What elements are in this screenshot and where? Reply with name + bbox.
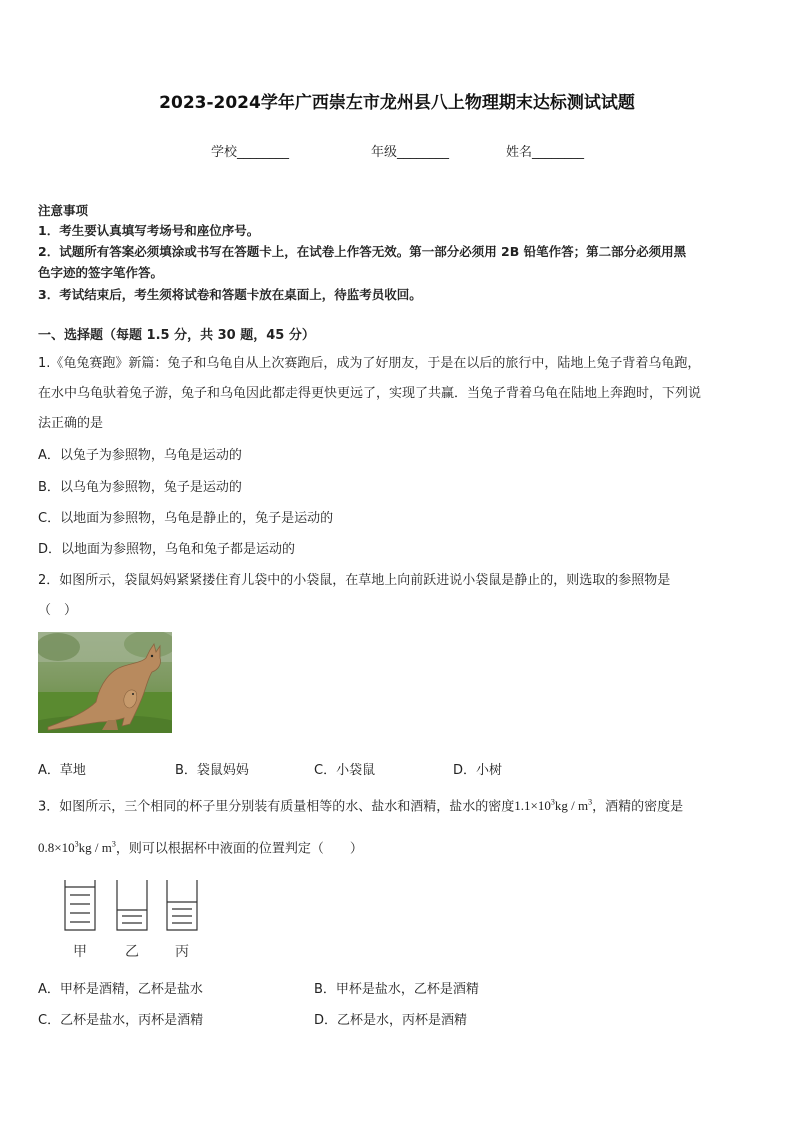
formula-unit-exp: 3 xyxy=(588,798,593,807)
option-a: A．甲杯是酒精，乙杯是盐水 xyxy=(38,982,203,997)
section-heading: 一、选择题（每题 1.5 分，共 30 题，45 分） xyxy=(38,328,315,343)
grade-field: 年级________ xyxy=(371,145,450,160)
formula-unit: kg / m xyxy=(78,840,112,856)
option-a: A．以兔子为参照物，乌龟是运动的 xyxy=(38,448,242,463)
option-d: D．小树 xyxy=(453,763,503,778)
three-cups-diagram xyxy=(60,878,210,964)
school-field: 学校________ xyxy=(211,145,290,160)
kangaroo-photo xyxy=(38,632,172,733)
formula-unit: kg / m xyxy=(554,798,589,814)
cup-label-yi: 乙 xyxy=(125,944,139,960)
question-text: 2．如图所示，袋鼠妈妈紧紧搂住育儿袋中的小袋鼠，在草地上向前跃进说小袋鼠是静止的，则选取的参照物是 xyxy=(38,573,671,588)
note-item: 2．试题所有答案必须填涂或书写在答题卡上，在试卷上作答无效。第一部分必须用 2B 铅笔作答；第二部分必须用黑 xyxy=(38,244,687,259)
option-d: D．以地面为参照物，乌龟和兔子都是运动的 xyxy=(38,542,296,557)
cup-yi xyxy=(117,880,147,930)
formula-base: 0.8×10 xyxy=(38,840,75,856)
option-a: A．草地 xyxy=(38,763,86,778)
page-title: 2023-2024学年广西崇左市龙州县八上物理期末达标测试试题 xyxy=(159,93,635,113)
question-text: 在水中乌龟驮着兔子游，兔子和乌龟因此都走得更快更远了，实现了共赢．当兔子背着乌龟在陆地上奔跑时，下列说 xyxy=(38,386,702,401)
question-text: 1.《龟兔赛跑》新篇：兔子和乌龟自从上次赛跑后，成为了好朋友，于是在以后的旅行中，陆地上兔子背着乌龟跑， xyxy=(38,356,701,371)
question-text: 法正确的是 xyxy=(38,416,104,431)
question-text-part: 3．如图所示，三个相同的杯子里分别装有质量相等的水、盐水和酒精，盐水的密度 xyxy=(38,799,515,815)
note-item: 3．考试结束后，考生须将试卷和答题卡放在桌面上，待监考员收回。 xyxy=(38,287,422,302)
option-c: C．乙杯是盐水，丙杯是酒精 xyxy=(38,1013,204,1028)
note-item: 色字迹的签字笔作答。 xyxy=(38,265,164,280)
question-text-part: ，则可以根据杯中液面的位置判定（ ） xyxy=(115,841,363,857)
alcohol-density xyxy=(38,840,116,855)
cup-jia xyxy=(65,880,95,930)
formula-unit-exp: 3 xyxy=(111,840,116,849)
option-b: B．以乌龟为参照物，兔子是运动的 xyxy=(38,480,242,495)
option-c: C．以地面为参照物，乌龟是静止的，兔子是运动的 xyxy=(38,511,334,526)
cup-label-jia: 甲 xyxy=(73,944,87,960)
option-b: B．甲杯是盐水，乙杯是酒精 xyxy=(314,982,479,997)
formula-exp: 3 xyxy=(74,840,79,849)
notes-heading: 注意事项 xyxy=(38,203,89,218)
question-text xyxy=(38,794,764,816)
note-item: 1．考生要认真填写考场号和座位序号。 xyxy=(38,223,260,238)
question-text xyxy=(38,836,764,858)
option-b: B．袋鼠妈妈 xyxy=(175,763,249,778)
cup-bing xyxy=(167,880,197,930)
formula-base: 1.1×10 xyxy=(514,798,551,814)
salt-water-density xyxy=(514,798,592,813)
cup-label-bing: 丙 xyxy=(175,944,189,960)
question-text-part: ，酒精的密度是 xyxy=(592,799,684,815)
question-text: （ ） xyxy=(38,603,78,618)
name-field: 姓名________ xyxy=(506,145,585,160)
formula-exp: 3 xyxy=(550,798,555,807)
option-c: C．小袋鼠 xyxy=(314,763,376,778)
option-d: D．乙杯是水，丙杯是酒精 xyxy=(314,1013,468,1028)
